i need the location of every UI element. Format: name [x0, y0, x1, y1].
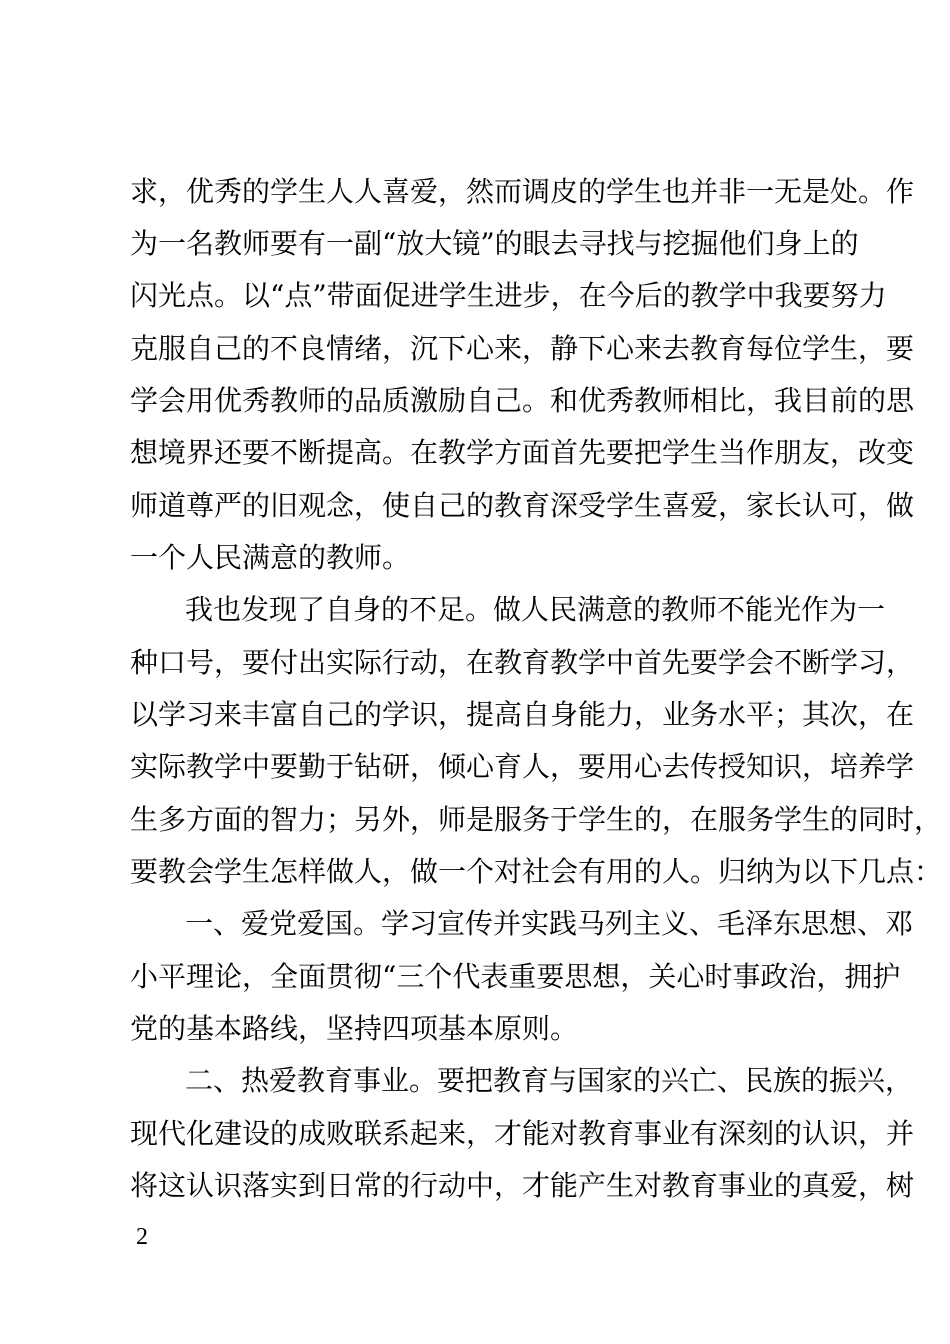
- text-line-content: 二、热爱教育事业。要把教育与国家的兴亡、民族的振兴，: [185, 1064, 914, 1097]
- text-line: [0, 1114, 950, 1154]
- text-line-content: 将这认识落实到日常的行动中，才能产生对教育事业的真爱，树: [130, 1169, 915, 1202]
- text-line-content: 要教会学生怎样做人，做一个对社会有用的人。归纳为以下几点：: [130, 855, 943, 888]
- text-line: [0, 695, 950, 735]
- text-line-content: 求，优秀的学生人人喜爱，然而调皮的学生也并非一无是处。作: [130, 175, 915, 208]
- text-line: [0, 852, 950, 892]
- text-line-content: 学会用优秀教师的品质激励自己。和优秀教师相比，我目前的思: [130, 384, 915, 417]
- text-line: [0, 747, 950, 787]
- text-line: [0, 643, 950, 683]
- text-line-content: 我也发现了自身的不足。做人民满意的教师不能光作为一: [185, 593, 886, 626]
- text-line-content: 为一名教师要有一副“放大镜”的眼去寻找与挖掘他们身上的: [130, 227, 859, 260]
- text-line-content: 小平理论，全面贯彻“三个代表重要思想，关心时事政治，拥护: [130, 960, 901, 993]
- text-line-content: 一个人民满意的教师。: [130, 541, 411, 574]
- text-line: [0, 433, 950, 473]
- text-line: [0, 1009, 950, 1049]
- text-line-content: 闪光点。以“点”带面促进学生进步，在今后的教学中我要努力: [130, 279, 887, 312]
- text-line: [0, 957, 950, 997]
- text-line-content: 现代化建设的成败联系起来，才能对教育事业有深刻的认识，并: [130, 1117, 915, 1150]
- paragraph-first-line: [0, 904, 950, 944]
- text-line: [0, 381, 950, 421]
- text-line-content: 生多方面的智力；另外，师是服务于学生的，在服务学生的同时，: [130, 803, 943, 836]
- text-line: [0, 172, 950, 212]
- text-line: [0, 1166, 950, 1206]
- text-line-content: 党的基本路线，坚持四项基本原则。: [130, 1012, 579, 1045]
- text-line-content: 种口号，要付出实际行动，在教育教学中首先要学会不断学习，: [130, 646, 915, 679]
- text-line-content: 一、爱党爱国。学习宣传并实践马列主义、毛泽东思想、邓: [185, 907, 914, 940]
- text-line: [0, 486, 950, 526]
- text-line: [0, 800, 950, 840]
- paragraph-first-line: [0, 1061, 950, 1101]
- text-line-content: 实际教学中要勤于钻研，倾心育人，要用心去传授知识，培养学: [130, 750, 915, 783]
- paragraph-first-line: [0, 590, 950, 630]
- text-line-content: 师道尊严的旧观念，使自己的教育深受学生喜爱，家长认可，做: [130, 489, 915, 522]
- text-line-content: 想境界还要不断提高。在教学方面首先要把学生当作朋友，改变: [130, 436, 915, 469]
- text-line-content: 克服自己的不良情绪，沉下心来，静下心来去教育每位学生，要: [130, 332, 915, 365]
- page-number: 2: [136, 1224, 148, 1250]
- text-line: [0, 329, 950, 369]
- text-line-content: 以学习来丰富自己的学识，提高自身能力，业务水平；其次，在: [130, 698, 915, 731]
- text-line: [0, 538, 950, 578]
- text-line: [0, 276, 950, 316]
- text-line: [0, 224, 950, 264]
